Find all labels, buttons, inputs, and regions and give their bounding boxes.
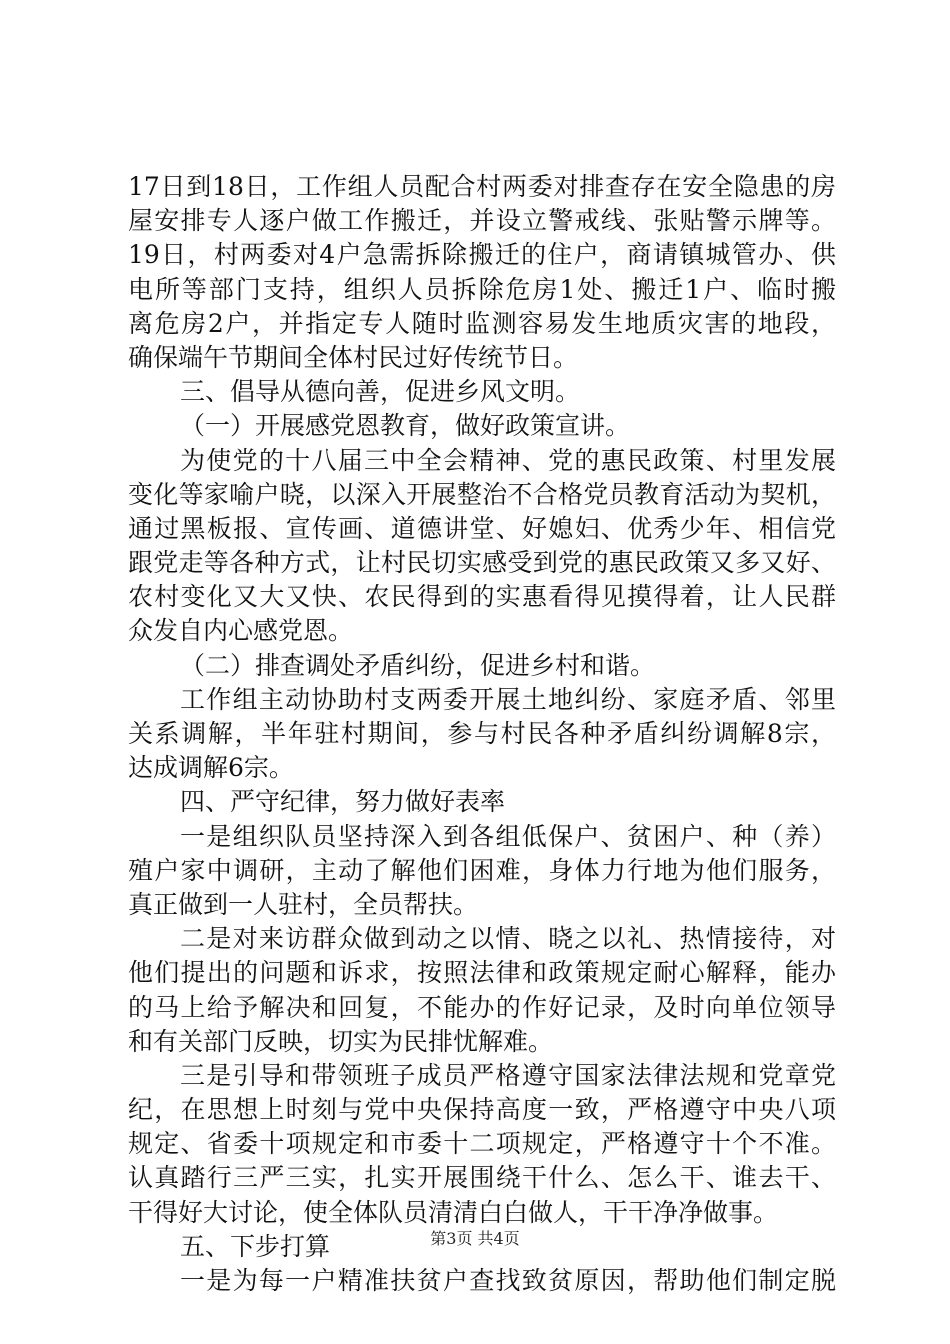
text-line: （二）排查调处矛盾纠纷，促进乡村和谐。 (180, 650, 656, 680)
text-line: 众发自内心感党恩。 (128, 616, 354, 646)
text-line: 的马上给予解决和回复，不能办的作好记录，及时向单位领导 (128, 992, 836, 1022)
text-line: 殖户家中调研，主动了解他们困难，身体力行地为他们服务， (128, 855, 836, 885)
text-line: 他们提出的问题和诉求，按照法律和政策规定耐心解释，能办 (128, 958, 836, 988)
text-line: 电所等部门支持，组织人员拆除危房1处、搬迁1户、临时搬 (128, 274, 836, 304)
text-line: 关系调解，半年驻村期间，参与村民各种矛盾纠纷调解8宗， (128, 719, 836, 748)
text-line: 五、下步打算 (180, 1231, 331, 1261)
text-line: 规定、省委十项规定和市委十二项规定，严格遵守十个不准。 (128, 1129, 836, 1159)
text-line: 达成调解6宗。 (128, 753, 294, 783)
page-footer: 第3页 共4页 (430, 1229, 520, 1248)
document-body (128, 170, 836, 1298)
text-line: 农村变化又大又快、农民得到的实惠看得见摸得着，让人民群 (128, 582, 836, 612)
text-line: 一是组织队员坚持深入到各组低保户、贫困户、种（养） (180, 821, 836, 851)
text-line: 纪，在思想上时刻与党中央保持高度一致，严格遵守中央八项 (128, 1095, 836, 1125)
text-line: 认真踏行三严三实，扎实开展围绕干什么、怎么干、谁去干、 (128, 1163, 836, 1193)
text-line: 确保端午节期间全体村民过好传统节日。 (128, 342, 579, 372)
text-line: 四、严守纪律，努力做好表率 (180, 787, 506, 817)
text-line: 三、倡导从德向善，促进乡风文明。 (180, 377, 581, 407)
text-line: 一是为每一户精准扶贫户查找致贫原因，帮助他们制定脱 (180, 1266, 836, 1295)
text-line: 19日，村两委对4户急需拆除搬迁的住户，商请镇城管办、供 (128, 240, 836, 270)
text-line: 屋安排专人逐户做工作搬迁，并设立警戒线、张贴警示牌等。 (128, 206, 836, 236)
text-line: （一）开展感党恩教育，做好政策宣讲。 (180, 411, 631, 441)
text-line: 通过黑板报、宣传画、道德讲堂、好媳妇、优秀少年、相信党 (128, 513, 836, 543)
text-line: 变化等家喻户晓，以深入开展整治不合格党员教育活动为契机， (128, 479, 836, 509)
text-line: 17日到18日，工作组人员配合村两委对排查存在安全隐患的房 (128, 172, 836, 201)
text-line: 和有关部门反映，切实为民排忧解难。 (128, 1026, 554, 1056)
text-line: 二是对来访群众做到动之以情、晓之以礼、热情接待，对 (180, 924, 836, 954)
text-line: 真正做到一人驻村，全员帮扶。 (128, 889, 479, 919)
text-line: 离危房2户，并指定专人随时监测容易发生地质灾害的地段， (128, 308, 836, 338)
text-line: 工作组主动协助村支两委开展土地纠纷、家庭矛盾、邻里 (180, 684, 836, 714)
text-line: 为使党的十八届三中全会精神、党的惠民政策、村里发展 (180, 445, 836, 475)
text-line: 三是引导和带领班子成员严格遵守国家法律法规和党章党 (180, 1060, 836, 1090)
text-line: 干得好大讨论，使全体队员清清白白做人，干干净净做事。 (128, 1197, 779, 1227)
text-line: 跟党走等各种方式，让村民切实感受到党的惠民政策又多又好、 (128, 548, 836, 578)
